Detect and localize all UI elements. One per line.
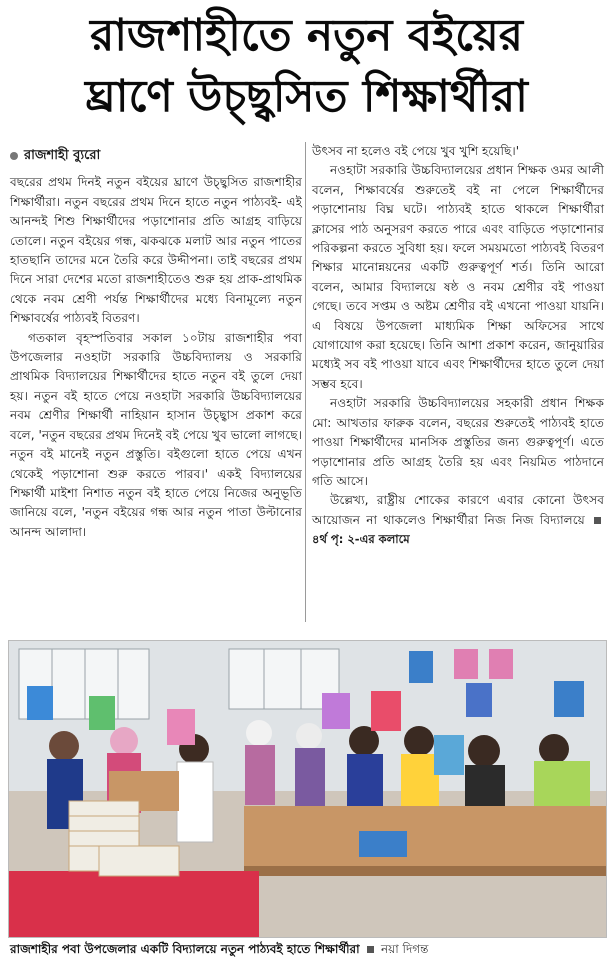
caption-text: রাজশাহীর পবা উপজেলার একটি বিদ্যালয়ে নতুন পাঠ্যবই হাতে শিক্ষার্থীরা [10,942,360,956]
article-column-left [10,142,302,542]
paragraph: বছরের প্রথম দিনই নতুন বইয়ের ঘ্রাণে উচ্ছ্বসিত রাজশাহীর শিক্ষার্থীরা। নতুন বছরের প্রথম দিনে হাতে নতুন পাঠ্যবই- এই আনন্দই শিশু শিক্ষার্থীদের পড়াশোনার প্রতি আগ্রহ বাড়িয়ে তোলে। নতুন বইয়ের গন্ধ, ঝকঝকে মলাট আর নতুন পাতের হাতছানি তাদের মনে তৈরি করে উদ্দীপনা। তাই বছরের প্রথম দিনে সারা দেশের মতো রাজশাহীতেও শুরু হয় প্রাক-প্রাথমিক থেকে নবম শ্রেণী পর্যন্ত শিক্ষার্থীদের মধ্যে বিনামূল্যে নতুন শিক্ষাবর্ষের পাঠ্যবই বিতরণ। [10,175,302,326]
headline-line-2: ঘ্রাণে উচ্ছ্বসিত শিক্ষার্থীরা [85,71,528,122]
article-column-right [312,142,604,550]
paragraph: উৎসব না হলেও বই পেয়ে খুব খুশি হয়েছি।' [312,144,520,158]
headline [0,6,613,128]
photo-caption [10,940,605,958]
classroom-illustration [9,641,606,937]
square-icon [594,517,601,524]
paragraph: নওহাটা সরকারি উচ্চবিদ্যালয়ের প্রধান শিক্ষক ওমর আলী বলেন, শিক্ষাবর্ষের শুরুতেই বই না পেলে শিক্ষার্থীদের পড়াশোনায় বিঘ্ন ঘটে। পাঠ্যবই হাতে থাকলে শিক্ষার্থীরা ক্লাসের পাঠ অনুসরণ করতে পারে এবং বাড়িতে পড়াশোনার পরিকল্পনা করতে সুবিধা হয়। ফলে সময়মতো পাঠ্যবই বিতরণ শিক্ষার মানোন্নয়নের একটি গুরুত্বপূর্ণ শর্ত। তিনি আরো বলেন, আমার বিদ্যালয়ে ষষ্ঠ ও নবম শ্রেণীর বই পাওয়া গেছে। তবে সপ্তম ও অষ্টম শ্রেণীর বই এখনো পাওয়া যায়নি। এ বিষয়ে উপজেলা মাধ্যমিক শিক্ষা অফিসের সাথে যোগাযোগ করা হয়েছে। তিনি আশা প্রকাশ করেন, জানুয়ারির মধ্যেই সব বই পাওয়া যাবে এবং শিক্ষার্থীদের হাতে তুলে দেয়া সম্ভব হবে। [312,163,604,391]
headline-line-1: রাজশাহীতে নতুন বইয়ের [90,10,523,61]
column-divider [305,142,306,622]
photo-credit: নয়া দিগন্ত [381,942,429,956]
paragraph [312,491,604,549]
paragraph: নওহাটা সরকারি উচ্চবিদ্যালয়ের সহকারী প্রধান শিক্ষক মো: আখতার ফারুক বলেন, বছরের শুরুতেই পাঠ্যবই হাতে পাওয়া শিক্ষার্থীদের মানসিক প্রস্তুতির জন্য গুরুত্বপূর্ণ। এতে পড়াশোনার প্রতি আগ্রহ তৈরি হয় এবং নিয়মিত পাঠদানে গতি আসে। [312,396,604,488]
news-photo [8,640,607,938]
square-icon [367,946,374,953]
paragraph: গতকাল বৃহস্পতিবার সকাল ১০টায় রাজশাহীর পবা উপজেলার নওহাটা সরকারি উচ্চবিদ্যালয় ও সরকারি প্রাথমিক বিদ্যালয়ের শিক্ষার্থীদের হাতে নতুন বই তুলে দেয়া হয়। নতুন বই হাতে পেয়ে নওহাটা সরকারি উচ্চবিদ্যালয়ের নবম শ্রেণীর শিক্ষার্থী নাহিয়ান হাসান উচ্ছ্বাস প্রকাশ করে বলে, 'নতুন বছরের প্রথম দিনেই বই পেয়ে খুব ভালো লাগছে। নতুন বই মানেই নতুন প্রস্তুতি। বইগুলো হাতে পেয়ে এখন থেকেই পড়াশোনা শুরু করতে পারব।' একই বিদ্যালয়ের শিক্ষার্থী মাইশা নিশাত নতুন বই হাতে পেয়ে নিজের অনুভূতি জানিয়ে বলে, 'নতুন বইয়ের গন্ধ আর নতুন পাতা উল্টানোর আনন্দ আলাদা। [10,330,302,539]
continuation-link[interactable]: ৪র্থ পৃ: ২-এর কলামে [312,532,410,547]
bullet-icon [10,152,18,160]
byline [10,146,302,165]
byline-text: রাজশাহী ব্যুরো [24,148,101,163]
paragraph-text: উল্লেখ্য, রাষ্ট্রীয় শোকের কারণে এবার কোনো উৎসব আয়োজন না থাকলেও শিক্ষার্থীরা নিজ নিজ বিদ্যালয়ে [312,493,604,527]
